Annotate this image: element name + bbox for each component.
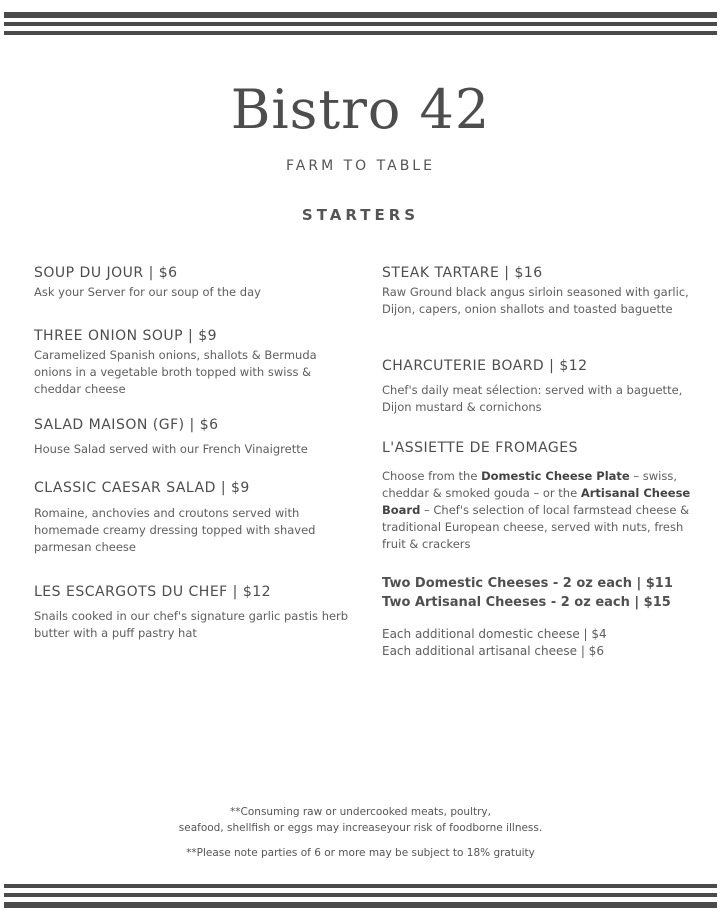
menu-item-title: STEAK TARTARE | $16 [382, 265, 543, 281]
menu-item-description: Snails cooked in our chef's signature garlic pastis herb butter with a puff pastry hat [34, 609, 349, 640]
menu-item-title: SOUP DU JOUR | $6 [34, 265, 178, 281]
bottom-border-stripe [4, 902, 717, 908]
restaurant-title: Bistro 42 [230, 78, 491, 141]
top-border-stripe [4, 31, 717, 35]
cheese-section [382, 440, 702, 660]
cheese-prices [382, 574, 702, 612]
gratuity-note: **Please note parties of 6 or more may be subject to 18% gratuity [186, 847, 535, 859]
menu-item-description: Chef's daily meat sélection: served with a baguette, Dijon mustard & cornichons [382, 383, 683, 414]
menu-item-description: Caramelized Spanish onions, shallots & Bermuda onions in a vegetable broth topped with swiss & cheddar cheese [34, 348, 317, 396]
menu-item-description: Raw Ground black angus sirloin seasoned with garlic, Dijon, capers, onion shallots and toasted baguette [382, 285, 689, 316]
menu-item-description [382, 468, 702, 553]
menu-item [34, 265, 354, 301]
menu-item-title: CHARCUTERIE BOARD | $12 [382, 358, 588, 374]
cheese-desc-part: Choose from the [382, 469, 482, 483]
menu-item [34, 584, 354, 642]
price-line: Two Domestic Cheeses - 2 oz each | $11 [382, 576, 673, 591]
top-border-stripe [4, 22, 717, 26]
price-line: Two Artisanal Cheeses - 2 oz each | $15 [382, 595, 671, 610]
menu-item [382, 265, 702, 318]
footer-line: seafood, shellfish or eggs may increaseyour risk of foodborne illness. [178, 822, 543, 834]
cheese-desc-part: – swiss, cheddar & smoked gouda – or the [382, 469, 677, 500]
menu-item-title: CLASSIC CAESAR SALAD | $9 [34, 480, 250, 496]
menu-item-title: L'ASSIETTE DE FROMAGES [382, 440, 578, 456]
menu-item-description: Ask your Server for our soup of the day [34, 285, 261, 299]
menu-item-description: House Salad served with our French Vinaigrette [34, 442, 308, 456]
artisanal-board-name: Artisanal Cheese Board [382, 486, 691, 517]
section-heading: STARTERS [301, 206, 420, 224]
additional-price-line: Each additional artisanal cheese | $6 [382, 644, 604, 658]
menu-item [34, 480, 354, 556]
menu-item [382, 358, 702, 416]
bottom-border-stripe [4, 893, 717, 897]
menu-item [34, 328, 354, 398]
bottom-border-stripe [4, 884, 717, 888]
menu-item-description: Romaine, anchovies and croutons served with homemade creamy dressing topped with shaved parmesan cheese [34, 506, 316, 554]
restaurant-subtitle: FARM TO TABLE [286, 158, 435, 174]
menu-item-title: LES ESCARGOTS DU CHEF | $12 [34, 584, 272, 600]
domestic-plate-name: Domestic Cheese Plate [481, 469, 630, 483]
menu-item [34, 417, 354, 458]
cheese-desc-part: – Chef's selection of local farmstead cheese & traditional European cheese, served with nuts, fresh fruit & crackers [382, 503, 690, 551]
additional-prices [382, 626, 702, 660]
additional-price-line: Each additional domestic cheese | $4 [382, 627, 607, 641]
menu-item-title: SALAD MAISON (GF) | $6 [34, 417, 219, 433]
menu-item-title: THREE ONION SOUP | $9 [34, 328, 218, 344]
top-border-stripe [4, 12, 717, 18]
footer-line: **Consuming raw or undercooked meats, poultry, [230, 806, 491, 818]
footer-note [0, 804, 721, 836]
